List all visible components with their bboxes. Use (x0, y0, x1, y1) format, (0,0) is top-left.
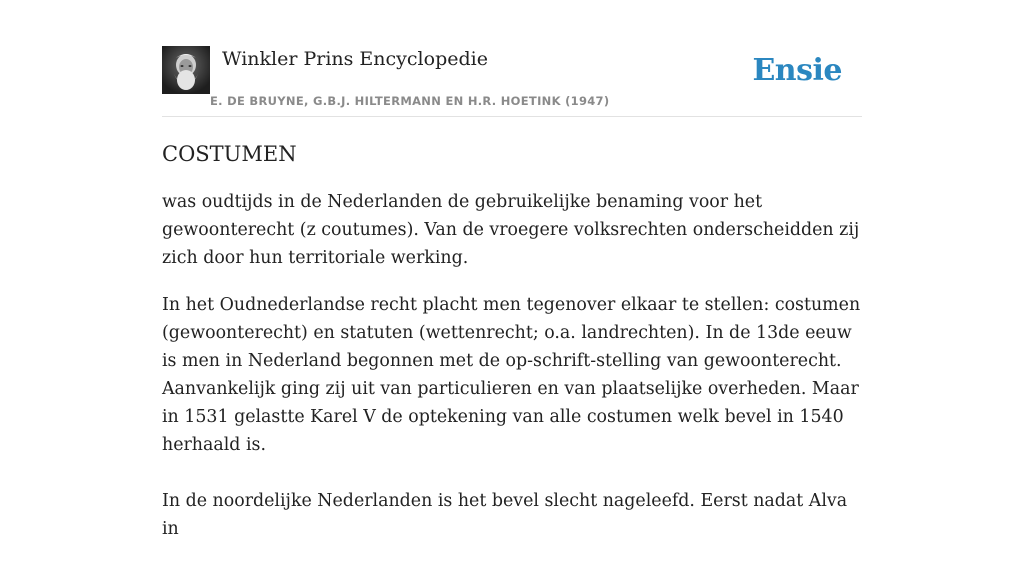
article-body (162, 138, 864, 562)
portrait-icon[interactable] (162, 46, 210, 94)
authors-line: E. DE BRUYNE, G.B.J. HILTERMANN EN H.R. HOETINK (1947) (210, 94, 610, 108)
ensie-logo[interactable]: Ensie (752, 53, 842, 88)
article-paragraph-2: In het Oudnederlandse recht placht men tegenover elkaar te stellen: costumen (gewoonterecht) en statuten (wettenrecht; o.a. landrechten). In de 13de eeuw is men in Nederland begonnen met de op-schrift-stelling van gewoonterecht. Aanvankelijk ging zij uit van particulieren en van plaatselijke overheden. Maar in 1531 gelastte Karel V de optekening van alle costumen welk bevel in 1540 herhaald is. (162, 295, 861, 455)
article-headword: COSTUMEN (162, 142, 297, 166)
site-title[interactable]: Winkler Prins Encyclopedie (222, 48, 488, 70)
article-paragraph-3: In de noordelijke Nederlanden is het bevel slecht nageleefd. Eerst nadat Alva in (162, 491, 848, 539)
article-paragraph-1: was oudtijds in de Nederlanden de gebruikelijke benaming voor het gewoonterecht (z coutumes). Van de vroegere volksrechten onderscheidden zij zich door hun territoriale werking. (162, 192, 860, 268)
site-header (162, 46, 862, 117)
